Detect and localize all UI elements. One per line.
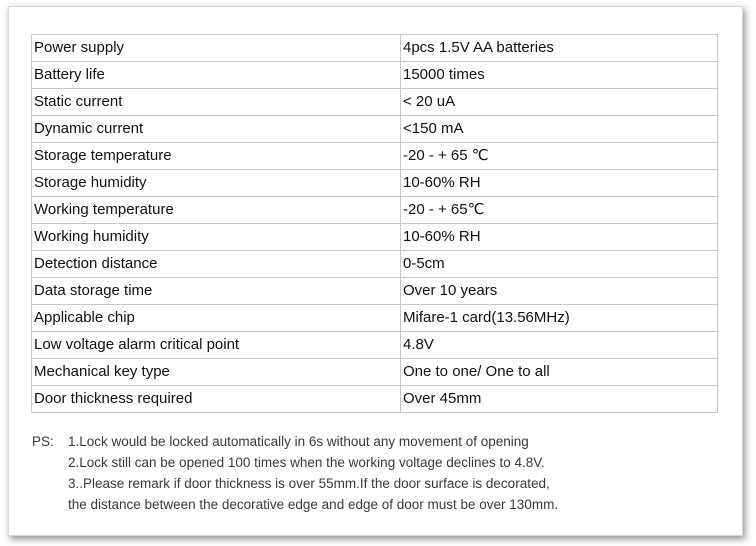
table-row: [32, 278, 718, 305]
table-row: [32, 143, 718, 170]
table-row: [32, 197, 718, 224]
notes-prefix: PS:: [32, 434, 54, 449]
spec-value: 4.8V: [401, 332, 718, 359]
note-text: 2.Lock still can be opened 100 times when the working voltage declines to 4.8V.: [68, 455, 545, 470]
spec-value: Over 10 years: [401, 278, 718, 305]
table-row: [32, 89, 718, 116]
spec-value: One to one/ One to all: [401, 359, 718, 386]
spec-label: Power supply: [32, 35, 401, 62]
spec-value: 10-60% RH: [401, 224, 718, 251]
table-row: [32, 224, 718, 251]
table-row: [32, 170, 718, 197]
spec-label: Storage temperature: [32, 143, 401, 170]
spec-value: < 20 uA: [401, 89, 718, 116]
table-row: [32, 359, 718, 386]
spec-label: Data storage time: [32, 278, 401, 305]
spec-label: Detection distance: [32, 251, 401, 278]
spec-value: 0-5cm: [401, 251, 718, 278]
note-text: the distance between the decorative edge and edge of door must be over 130mm.: [68, 497, 559, 512]
table-row: [32, 62, 718, 89]
spec-value: -20 - + 65 ℃: [401, 143, 718, 170]
note-text: 1.Lock would be locked automatically in 6s without any movement of opening: [68, 434, 529, 449]
spec-value: 4pcs 1.5V AA batteries: [401, 35, 718, 62]
spec-label: Working temperature: [32, 197, 401, 224]
note-line: [32, 473, 722, 494]
spec-value: -20 - + 65℃: [401, 197, 718, 224]
spec-label: Battery life: [32, 62, 401, 89]
notes-section: [32, 431, 722, 515]
spec-value: 10-60% RH: [401, 170, 718, 197]
spec-label: Mechanical key type: [32, 359, 401, 386]
spec-label: Static current: [32, 89, 401, 116]
table-row: [32, 305, 718, 332]
spec-label: Working humidity: [32, 224, 401, 251]
table-row: [32, 386, 718, 413]
table-row: [32, 35, 718, 62]
spec-label: Low voltage alarm critical point: [32, 332, 401, 359]
note-line: [32, 494, 722, 515]
spec-value: <150 mA: [401, 116, 718, 143]
table-row: [32, 251, 718, 278]
table-row: [32, 332, 718, 359]
spec-value: Mifare-1 card(13.56MHz): [401, 305, 718, 332]
spec-value: Over 45mm: [401, 386, 718, 413]
note-text: 3..Please remark if door thickness is over 55mm.If the door surface is decorated,: [68, 476, 550, 491]
spec-label: Applicable chip: [32, 305, 401, 332]
spec-label: Door thickness required: [32, 386, 401, 413]
spec-table: [31, 34, 718, 413]
spec-value: 15000 times: [401, 62, 718, 89]
note-line: [32, 431, 722, 452]
spec-label: Dynamic current: [32, 116, 401, 143]
table-row: [32, 116, 718, 143]
note-line: [32, 452, 722, 473]
spec-label: Storage humidity: [32, 170, 401, 197]
